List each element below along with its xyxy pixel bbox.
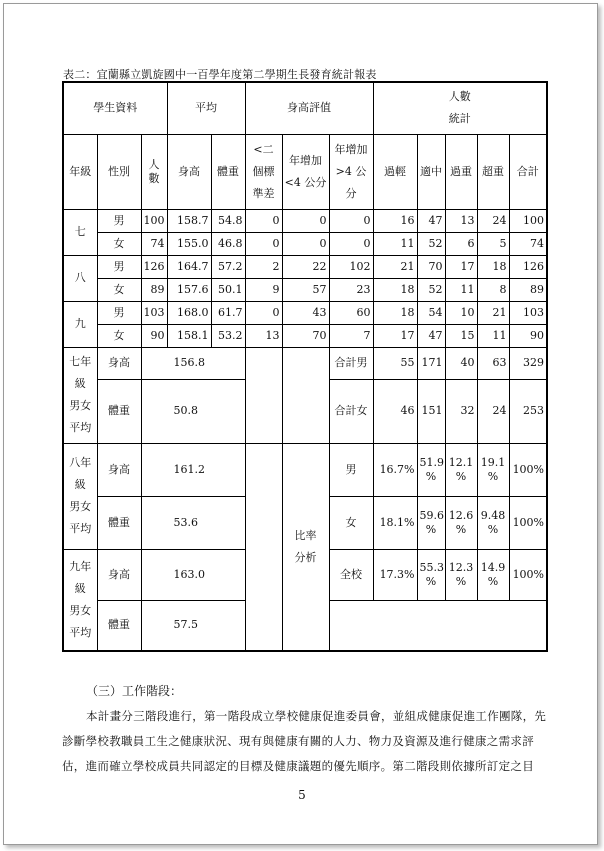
obese-cell: 21 — [477, 301, 509, 324]
normal-cell: 47 — [417, 209, 445, 232]
thin-cell: 18 — [373, 301, 417, 324]
count-cell: 89 — [141, 278, 167, 301]
weight-cell: 46.8 — [211, 232, 245, 255]
height-cell: 158.1 — [167, 324, 211, 347]
normal-cell: 70 — [417, 255, 445, 278]
ratio-label-school: 全校 — [329, 549, 373, 600]
height-cell: 158.7 — [167, 209, 211, 232]
grade-avg-label-8: 八年 級 男女 平均 — [63, 443, 97, 549]
gender-cell: 女 — [97, 278, 141, 301]
over-cell: 10 — [445, 301, 477, 324]
avg-weight-value: 57.5 — [141, 600, 245, 651]
ratio-label-male: 男 — [329, 443, 373, 496]
total-cell: 90 — [509, 324, 547, 347]
paragraph-line-2: 診斷學校教職員工生之健康狀況、現有與健康有關的人力、物力及資源及進行健康之需求評 — [62, 734, 534, 748]
total-male-obese: 63 — [477, 347, 509, 379]
gender-cell: 男 — [97, 209, 141, 232]
empty-cell — [245, 347, 282, 443]
ratio-label-female: 女 — [329, 496, 373, 549]
ratio-total: 100% — [509, 549, 547, 600]
over-cell: 13 — [445, 209, 477, 232]
table-row — [63, 232, 547, 255]
total-cell: 89 — [509, 278, 547, 301]
col-overweight: 過重 — [445, 134, 477, 209]
col-inc-lt4: 年增加 <4 公分 — [282, 134, 329, 209]
grade-cell: 七 — [63, 209, 97, 255]
height-cell: 155.0 — [167, 232, 211, 255]
ratio-total: 100% — [509, 496, 547, 549]
avg-height-value: 156.8 — [141, 347, 245, 379]
header-average: 平均 — [167, 82, 245, 134]
lt2sd-cell: 9 — [245, 278, 282, 301]
paragraph-line-1: 本計畫分三階段進行，第一階段成立學校健康促進委員會，並組成健康促進工作團隊，先 — [86, 709, 547, 723]
ratio-thin: 17.3% — [373, 549, 417, 600]
inc-lt4-cell: 22 — [282, 255, 329, 278]
col-thin: 過輕 — [373, 134, 417, 209]
height-cell: 168.0 — [167, 301, 211, 324]
ratio-normal: 55.3 % — [417, 549, 445, 600]
header-student-info: 學生資料 — [63, 82, 167, 134]
grade-cell: 八 — [63, 255, 97, 301]
ratio-obese: 14.9 % — [477, 549, 509, 600]
total-female-over: 32 — [445, 379, 477, 443]
col-obese: 超重 — [477, 134, 509, 209]
total-cell: 126 — [509, 255, 547, 278]
inc-gt4-cell: 60 — [329, 301, 373, 324]
section-title: （三）工作階段： — [86, 684, 183, 698]
count-cell: 126 — [141, 255, 167, 278]
normal-cell: 52 — [417, 278, 445, 301]
avg-height-label: 身高 — [97, 549, 141, 600]
ratio-over: 12.6 % — [445, 496, 477, 549]
lt2sd-cell: 13 — [245, 324, 282, 347]
ratio-normal: 59.6 % — [417, 496, 445, 549]
grade-avg-label-7: 七年 級 男女 平均 — [63, 347, 97, 443]
total-female-label: 合計女 — [329, 379, 373, 443]
obese-cell: 5 — [477, 232, 509, 255]
table-row — [63, 301, 547, 324]
lt2sd-cell: 0 — [245, 232, 282, 255]
col-height: 身高 — [167, 134, 211, 209]
weight-cell: 54.8 — [211, 209, 245, 232]
paragraph-line-3: 估，進而確立學校成員共同認定的目標及健康議題的優先順序。第二階段則依據所訂定之目 — [62, 759, 534, 773]
total-female-obese: 24 — [477, 379, 509, 443]
col-grade: 年級 — [63, 134, 97, 209]
lt2sd-cell: 0 — [245, 301, 282, 324]
total-cell: 103 — [509, 301, 547, 324]
table-row — [63, 255, 547, 278]
inc-gt4-cell: 0 — [329, 209, 373, 232]
total-female-total: 253 — [509, 379, 547, 443]
inc-gt4-cell: 102 — [329, 255, 373, 278]
total-male-thin: 55 — [373, 347, 417, 379]
total-female-normal: 151 — [417, 379, 445, 443]
grade-avg-label-9: 九年 級 男女 平均 — [63, 549, 97, 651]
thin-cell: 16 — [373, 209, 417, 232]
table-row — [63, 278, 547, 301]
count-cell: 90 — [141, 324, 167, 347]
total-female-thin: 46 — [373, 379, 417, 443]
ratio-obese: 19.1 % — [477, 443, 509, 496]
inc-gt4-cell: 7 — [329, 324, 373, 347]
avg-height-value: 161.2 — [141, 443, 245, 496]
table-row — [63, 347, 547, 379]
gender-cell: 男 — [97, 255, 141, 278]
inc-lt4-cell: 57 — [282, 278, 329, 301]
empty-cell — [282, 347, 329, 443]
table-caption: 表二：宜蘭縣立凱旋國中一百學年度第二學期生長發育統計報表 — [63, 68, 377, 81]
avg-weight-label: 體重 — [97, 496, 141, 549]
normal-cell: 54 — [417, 301, 445, 324]
avg-weight-label: 體重 — [97, 379, 141, 443]
total-male-normal: 171 — [417, 347, 445, 379]
ratio-over: 12.1 % — [445, 443, 477, 496]
table-row — [63, 209, 547, 232]
over-cell: 15 — [445, 324, 477, 347]
avg-height-label: 身高 — [97, 347, 141, 379]
count-cell: 74 — [141, 232, 167, 255]
weight-cell: 57.2 — [211, 255, 245, 278]
avg-weight-value: 50.8 — [141, 379, 245, 443]
header-count — [373, 82, 547, 134]
obese-cell: 11 — [477, 324, 509, 347]
page-number: 5 — [298, 788, 306, 802]
grade-cell: 九 — [63, 301, 97, 347]
obese-cell: 18 — [477, 255, 509, 278]
col-gender: 性別 — [97, 134, 141, 209]
total-cell: 100 — [509, 209, 547, 232]
over-cell: 17 — [445, 255, 477, 278]
over-cell: 11 — [445, 278, 477, 301]
inc-lt4-cell: 0 — [282, 209, 329, 232]
total-male-total: 329 — [509, 347, 547, 379]
gender-cell: 女 — [97, 232, 141, 255]
table-row — [63, 443, 547, 496]
col-inc-gt4: 年增加 >4 公分 — [329, 134, 373, 209]
thin-cell: 18 — [373, 278, 417, 301]
thin-cell: 11 — [373, 232, 417, 255]
avg-height-value: 163.0 — [141, 549, 245, 600]
normal-cell: 47 — [417, 324, 445, 347]
normal-cell: 52 — [417, 232, 445, 255]
ratio-thin: 16.7% — [373, 443, 417, 496]
total-male-label: 合計男 — [329, 347, 373, 379]
empty-cell — [329, 600, 547, 651]
ratio-analysis-label: 比率 分析 — [282, 443, 329, 651]
gender-cell: 女 — [97, 324, 141, 347]
height-cell: 157.6 — [167, 278, 211, 301]
gender-cell: 男 — [97, 301, 141, 324]
ratio-thin: 18.1% — [373, 496, 417, 549]
inc-lt4-cell: 43 — [282, 301, 329, 324]
thin-cell: 17 — [373, 324, 417, 347]
header-count-top: 人數 — [448, 90, 471, 104]
inc-gt4-cell: 0 — [329, 232, 373, 255]
weight-cell: 61.7 — [211, 301, 245, 324]
inc-lt4-cell: 70 — [282, 324, 329, 347]
over-cell: 6 — [445, 232, 477, 255]
col-weight: 體重 — [211, 134, 245, 209]
height-cell: 164.7 — [167, 255, 211, 278]
ratio-obese: 9.48 % — [477, 496, 509, 549]
header-height-eval: 身高評值 — [245, 82, 373, 134]
table-row — [63, 324, 547, 347]
avg-weight-value: 53.6 — [141, 496, 245, 549]
count-cell: 100 — [141, 209, 167, 232]
count-cell: 103 — [141, 301, 167, 324]
total-male-over: 40 — [445, 347, 477, 379]
weight-cell: 50.1 — [211, 278, 245, 301]
header-count-bottom: 統計 — [448, 112, 471, 126]
thin-cell: 21 — [373, 255, 417, 278]
obese-cell: 24 — [477, 209, 509, 232]
col-lt2sd: <二 個標 準差 — [245, 134, 282, 209]
ratio-total: 100% — [509, 443, 547, 496]
ratio-normal: 51.9 % — [417, 443, 445, 496]
lt2sd-cell: 0 — [245, 209, 282, 232]
inc-lt4-cell: 0 — [282, 232, 329, 255]
ratio-over: 12.3 % — [445, 549, 477, 600]
inc-gt4-cell: 23 — [329, 278, 373, 301]
col-total: 合計 — [509, 134, 547, 209]
col-people: 人數 — [141, 134, 167, 209]
empty-cell — [245, 443, 282, 651]
avg-weight-label: 體重 — [97, 600, 141, 651]
weight-cell: 53.2 — [211, 324, 245, 347]
obese-cell: 8 — [477, 278, 509, 301]
growth-statistics-table — [62, 81, 548, 652]
lt2sd-cell: 2 — [245, 255, 282, 278]
avg-height-label: 身高 — [97, 443, 141, 496]
total-cell: 74 — [509, 232, 547, 255]
col-normal: 適中 — [417, 134, 445, 209]
